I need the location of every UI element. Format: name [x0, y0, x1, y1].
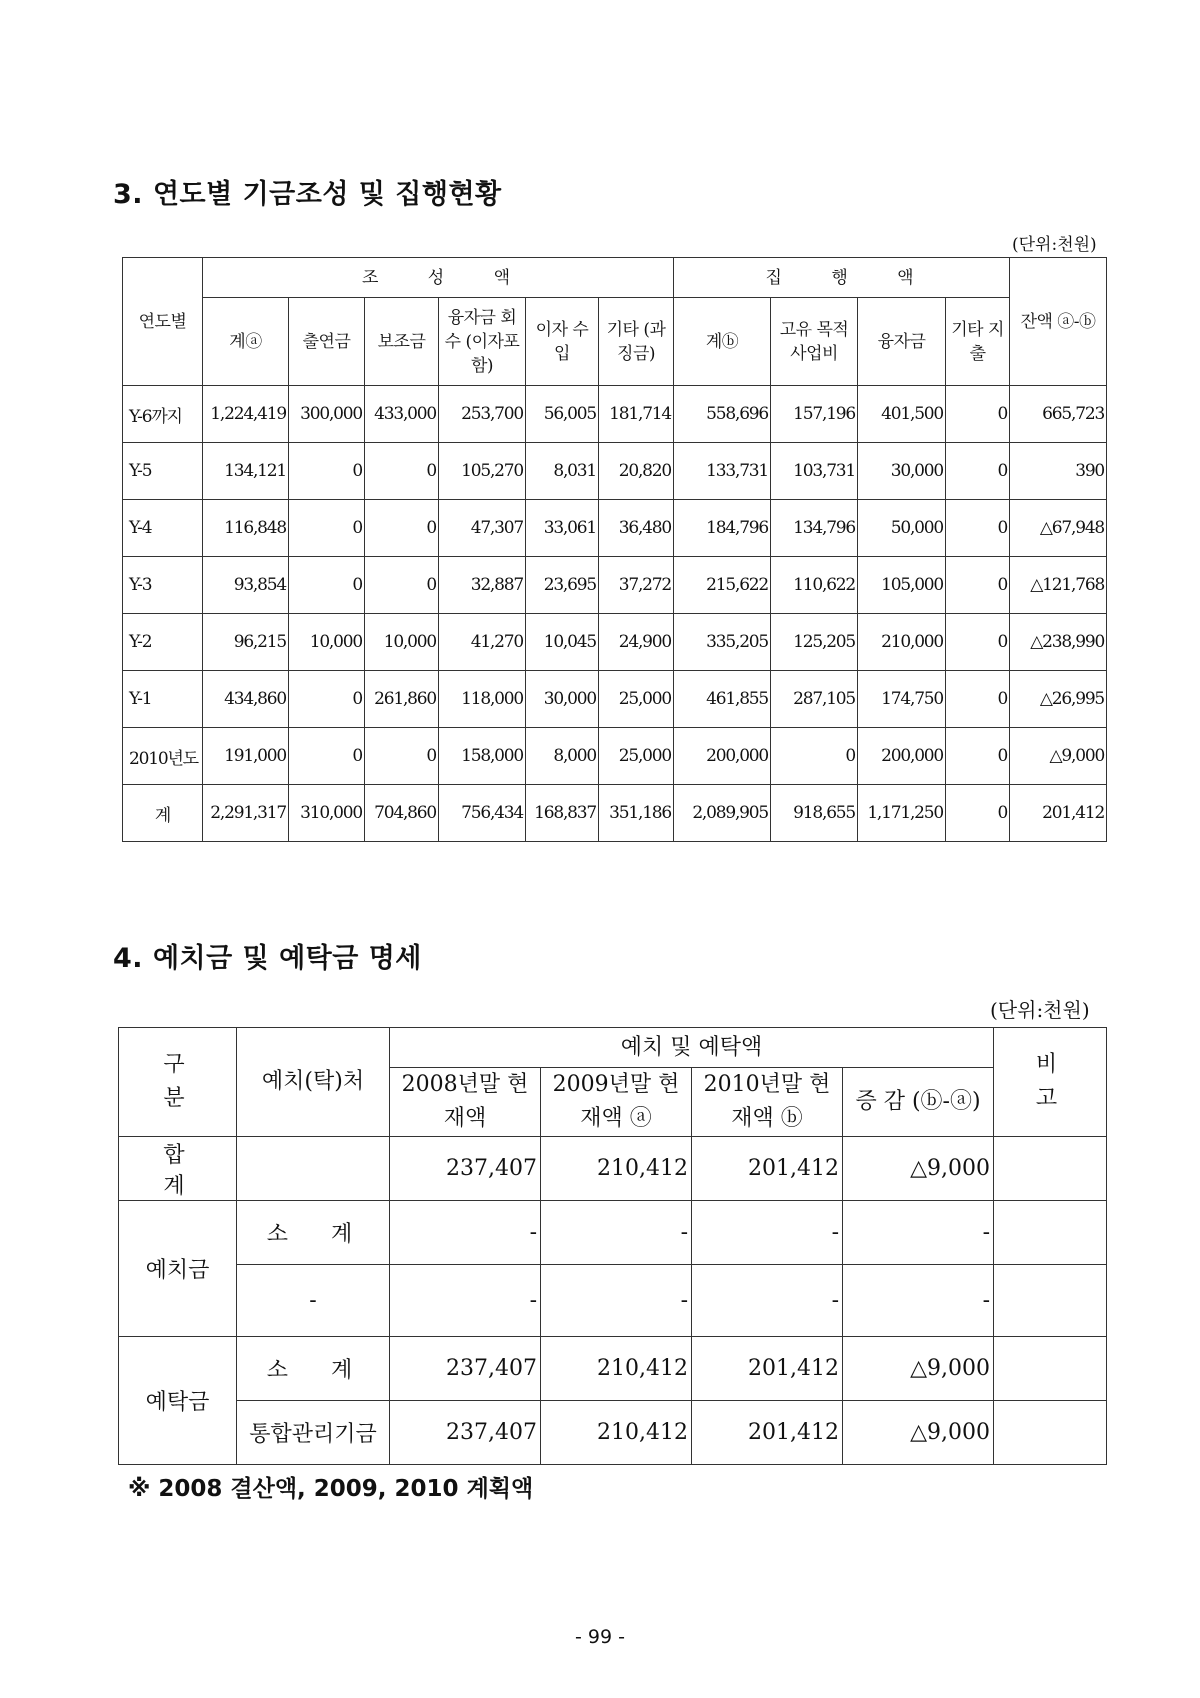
depository-header: 예치(탁)처: [237, 1028, 390, 1137]
trust-subtotal-row: [119, 1337, 1107, 1401]
value-cell: 0: [946, 785, 1010, 842]
value-cell: 0: [946, 443, 1010, 500]
value-cell: 0: [289, 443, 365, 500]
value-cell: 93,854: [203, 557, 289, 614]
value-cell: 105,270: [439, 443, 526, 500]
year-cell: 2010년도: [123, 728, 203, 785]
deposit-cell: -: [390, 1201, 541, 1265]
total-cell: 237,407: [390, 1137, 541, 1201]
trust-cell: 201,412: [692, 1401, 843, 1465]
composition-col-header: 기타 (과징금): [599, 298, 674, 386]
deposit-depository: -: [237, 1265, 390, 1337]
value-cell: 157,196: [771, 386, 858, 443]
value-cell: △121,768: [1010, 557, 1107, 614]
value-cell: 756,434: [439, 785, 526, 842]
value-cell: 1,171,250: [858, 785, 946, 842]
value-cell: 110,622: [771, 557, 858, 614]
composition-col-header: 보조금: [365, 298, 439, 386]
value-cell: 181,714: [599, 386, 674, 443]
value-cell: 33,061: [526, 500, 599, 557]
value-cell: 0: [289, 557, 365, 614]
trust-cell: 201,412: [692, 1337, 843, 1401]
table-row: [123, 386, 1107, 443]
year-cell: Y-1: [123, 671, 203, 728]
trust-cell: △9,000: [843, 1337, 994, 1401]
year-cell: Y-5: [123, 443, 203, 500]
value-cell: 32,887: [439, 557, 526, 614]
table-row: [123, 728, 1107, 785]
amount-col-header: 증 감 (ⓑ-ⓐ): [843, 1068, 994, 1137]
value-cell: 0: [365, 557, 439, 614]
execution-col-header: 계ⓑ: [674, 298, 771, 386]
trust-cell: 237,407: [390, 1337, 541, 1401]
total-label: 합 계: [119, 1137, 237, 1201]
value-cell: 210,000: [858, 614, 946, 671]
value-cell: 461,855: [674, 671, 771, 728]
year-cell: Y-2: [123, 614, 203, 671]
value-cell: 134,796: [771, 500, 858, 557]
total-depository: [237, 1137, 390, 1201]
composition-header: 조 성 액: [203, 258, 674, 298]
value-cell: 24,900: [599, 614, 674, 671]
value-cell: 30,000: [858, 443, 946, 500]
value-cell: 665,723: [1010, 386, 1107, 443]
value-cell: 0: [365, 443, 439, 500]
trust-depository: 통합관리기금: [237, 1401, 390, 1465]
value-cell: 0: [946, 386, 1010, 443]
value-cell: 401,500: [858, 386, 946, 443]
value-cell: 134,121: [203, 443, 289, 500]
trust-remark: [994, 1401, 1107, 1465]
deposit-cell: -: [843, 1201, 994, 1265]
value-cell: 8,031: [526, 443, 599, 500]
amount-col-header: 2009년말 현재액 ⓐ: [541, 1068, 692, 1137]
table-row: [123, 671, 1107, 728]
value-cell: 23,695: [526, 557, 599, 614]
value-cell: 261,860: [365, 671, 439, 728]
value-cell: 215,622: [674, 557, 771, 614]
value-cell: 0: [946, 614, 1010, 671]
value-cell: 41,270: [439, 614, 526, 671]
value-cell: 174,750: [858, 671, 946, 728]
balance-header: 잔액 ⓐ-ⓑ: [1010, 258, 1107, 386]
execution-col-header: 융자금: [858, 298, 946, 386]
trust-item-row: [119, 1401, 1107, 1465]
value-cell: △9,000: [1010, 728, 1107, 785]
execution-col-header: 기타 지출: [946, 298, 1010, 386]
value-cell: 47,307: [439, 500, 526, 557]
value-cell: 20,820: [599, 443, 674, 500]
value-cell: 30,000: [526, 671, 599, 728]
value-cell: 37,272: [599, 557, 674, 614]
deposit-cell: -: [843, 1265, 994, 1337]
trust-cell: 237,407: [390, 1401, 541, 1465]
value-cell: 253,700: [439, 386, 526, 443]
value-cell: 36,480: [599, 500, 674, 557]
amount-group-header: 예치 및 예탁액: [390, 1028, 994, 1068]
deposit-cell: -: [390, 1265, 541, 1337]
deposit-cell: -: [541, 1265, 692, 1337]
value-cell: 200,000: [674, 728, 771, 785]
value-cell: 133,731: [674, 443, 771, 500]
value-cell: 434,860: [203, 671, 289, 728]
trust-cell: 210,412: [541, 1337, 692, 1401]
trust-depository: 소 계: [237, 1337, 390, 1401]
table-row: [123, 557, 1107, 614]
value-cell: △238,990: [1010, 614, 1107, 671]
page-number: - 99 -: [575, 1626, 625, 1648]
value-cell: 168,837: [526, 785, 599, 842]
value-cell: 2,291,317: [203, 785, 289, 842]
value-cell: 1,224,419: [203, 386, 289, 443]
deposit-cell: -: [692, 1265, 843, 1337]
value-cell: 918,655: [771, 785, 858, 842]
year-cell: 계: [123, 785, 203, 842]
value-cell: 0: [946, 500, 1010, 557]
section3-unit: (단위:천원): [1012, 235, 1097, 255]
value-cell: 300,000: [289, 386, 365, 443]
trust-remark: [994, 1337, 1107, 1401]
value-cell: 351,186: [599, 785, 674, 842]
composition-col-header: 계ⓐ: [203, 298, 289, 386]
value-cell: 2,089,905: [674, 785, 771, 842]
table-row: [123, 443, 1107, 500]
value-cell: 105,000: [858, 557, 946, 614]
total-cell: 210,412: [541, 1137, 692, 1201]
deposit-cell: -: [541, 1201, 692, 1265]
total-cell: 201,412: [692, 1137, 843, 1201]
value-cell: 96,215: [203, 614, 289, 671]
value-cell: 56,005: [526, 386, 599, 443]
value-cell: 335,205: [674, 614, 771, 671]
value-cell: 118,000: [439, 671, 526, 728]
value-cell: 0: [365, 500, 439, 557]
amount-col-header: 2008년말 현재액: [390, 1068, 541, 1137]
value-cell: 433,000: [365, 386, 439, 443]
deposit-item-row: [119, 1265, 1107, 1337]
value-cell: 0: [946, 557, 1010, 614]
year-cell: Y-6까지: [123, 386, 203, 443]
deposit-cell: -: [692, 1201, 843, 1265]
table-row: [123, 614, 1107, 671]
value-cell: 390: [1010, 443, 1107, 500]
year-cell: Y-3: [123, 557, 203, 614]
deposit-remark: [994, 1201, 1107, 1265]
value-cell: 116,848: [203, 500, 289, 557]
deposit-label: 예치금: [119, 1201, 237, 1337]
table-row: [123, 785, 1107, 842]
composition-col-header: 이자 수입: [526, 298, 599, 386]
value-cell: 0: [289, 671, 365, 728]
value-cell: 287,105: [771, 671, 858, 728]
value-cell: 200,000: [858, 728, 946, 785]
section4-title: 4. 예치금 및 예탁금 명세: [113, 943, 422, 974]
value-cell: 10,045: [526, 614, 599, 671]
value-cell: 558,696: [674, 386, 771, 443]
value-cell: 0: [289, 728, 365, 785]
value-cell: 125,205: [771, 614, 858, 671]
fund-status-table: [122, 257, 1107, 842]
execution-header: 집 행 액: [674, 258, 1010, 298]
year-cell: Y-4: [123, 500, 203, 557]
value-cell: 0: [365, 728, 439, 785]
trust-cell: 210,412: [541, 1401, 692, 1465]
value-cell: 10,000: [289, 614, 365, 671]
value-cell: 103,731: [771, 443, 858, 500]
value-cell: △26,995: [1010, 671, 1107, 728]
value-cell: 8,000: [526, 728, 599, 785]
year-header: 연도별: [123, 258, 203, 386]
value-cell: 158,000: [439, 728, 526, 785]
value-cell: 0: [289, 500, 365, 557]
deposit-depository: 소 계: [237, 1201, 390, 1265]
value-cell: 10,000: [365, 614, 439, 671]
deposit-subtotal-row: [119, 1201, 1107, 1265]
table-row: [123, 500, 1107, 557]
execution-col-header: 고유 목적 사업비: [771, 298, 858, 386]
value-cell: 25,000: [599, 671, 674, 728]
value-cell: △67,948: [1010, 500, 1107, 557]
value-cell: 50,000: [858, 500, 946, 557]
total-remark: [994, 1137, 1107, 1201]
total-row: [119, 1137, 1107, 1201]
value-cell: 704,860: [365, 785, 439, 842]
value-cell: 0: [946, 728, 1010, 785]
section4-unit: (단위:천원): [990, 998, 1090, 1022]
value-cell: 310,000: [289, 785, 365, 842]
value-cell: 191,000: [203, 728, 289, 785]
composition-col-header: 출연금: [289, 298, 365, 386]
value-cell: 0: [771, 728, 858, 785]
value-cell: 184,796: [674, 500, 771, 557]
footnote: ※ 2008 결산액, 2009, 2010 계획액: [128, 1476, 534, 1502]
remarks-header: 비 고: [994, 1028, 1107, 1137]
amount-col-header: 2010년말 현재액 ⓑ: [692, 1068, 843, 1137]
total-cell: △9,000: [843, 1137, 994, 1201]
category-header: 구 분: [119, 1028, 237, 1137]
trust-cell: △9,000: [843, 1401, 994, 1465]
deposit-table: [118, 1027, 1107, 1465]
trust-label: 예탁금: [119, 1337, 237, 1465]
value-cell: 201,412: [1010, 785, 1107, 842]
deposit-remark: [994, 1265, 1107, 1337]
value-cell: 0: [946, 671, 1010, 728]
composition-col-header: 융자금 회 수 (이자포함): [439, 298, 526, 386]
value-cell: 25,000: [599, 728, 674, 785]
section3-title: 3. 연도별 기금조성 및 집행현황: [113, 179, 502, 210]
